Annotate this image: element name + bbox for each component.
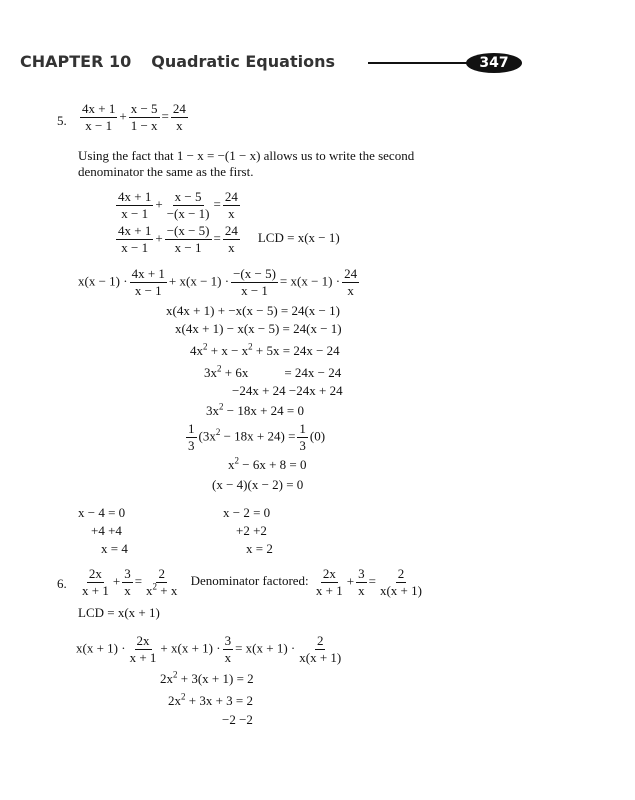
p6-step-3: $2x^2 + 3x + 3 = 2$ [168, 691, 253, 708]
step-5: x(4x + 1) − x(x − 5) = 24(x − 1) [175, 321, 342, 336]
step-10: $\frac{1}{3}$ $(3x^2 - 18x + 24)$ = $\frac{1}{3}$ (0) [188, 421, 326, 453]
p6-step-1: x(x + 1) · $\frac{2x}{x + 1}$ + x(x + 1) · $\frac{3}{x}$ = x(x + 1) · $\frac{2}{x(x + 1)}$ [76, 633, 342, 665]
step-12: (x − 4)(x − 2) = 0 [212, 477, 304, 492]
chapter-title: Quadratic Equations [151, 52, 335, 71]
p6-step-4: −2 −2 [222, 712, 253, 727]
solve-right-1: x − 2 = 0 [223, 505, 271, 520]
step-6: $4x^2 + x - x^2 + 5x = 24x - 24$ [190, 341, 340, 358]
step-8: −24x + 24 −24x + 24 [232, 383, 343, 398]
chapter-label: CHAPTER 10 [20, 52, 132, 71]
step-2: $\frac{4x + 1}{x - 1}$ + $\frac{-(x - 5)}{x - 1}$ = $\frac{24}{x}$ LCD = x(x − 1) [118, 223, 340, 255]
step-9: $3x^2 - 18x + 24 = 0$ [206, 401, 304, 418]
solve-right-2: +2 +2 [236, 523, 267, 538]
solve-left-1: x − 4 = 0 [78, 505, 126, 520]
chapter-header [20, 52, 335, 71]
solve-left-3: x = 4 [101, 541, 128, 556]
step-1: $\frac{4x + 1}{x - 1}$ + $\frac{x - 5}{-(x - 1)}$ = $\frac{24}{x}$ [118, 189, 238, 221]
p6-step-2: $2x^2 + 3(x + 1) = 2$ [160, 669, 254, 686]
step-11: $x^2 - 6x + 8 = 0$ [228, 455, 307, 472]
page-number: 347 [466, 53, 522, 73]
problem-6-lcd: LCD = x(x + 1) [78, 605, 160, 620]
explanation-text: Using the fact that 1 − x = −(1 − x) allows us to write the second denominator the same as the first. [78, 148, 415, 179]
problem-5-equation: $\frac{4x + 1}{x - 1}$ + $\frac{x - 5}{1 - x}$ = $\frac{24}{x}$ [82, 101, 186, 133]
problem-6-equation: $\frac{2x}{x + 1}$ + $\frac{3}{x}$ = $\frac{2}{x^2 + x}$ Denominator factored: $\frac{2x}{x + 1}$ + $\frac{3}{x}$ = $\frac{2}{x(x + 1)}$ [82, 566, 422, 598]
solve-left-2: +4 +4 [91, 523, 122, 538]
step-7: $3x^2 + 6x = 24x - 24$ [204, 363, 342, 380]
header-rule [368, 62, 478, 64]
step-4: x(4x + 1) + −x(x − 5) = 24(x − 1) [166, 303, 340, 318]
step-3: x(x − 1) · $\frac{4x + 1}{x - 1}$ + x(x − 1) · $\frac{-(x - 5)}{x - 1}$ = x(x − 1) · $\frac{24}{x}$ [78, 266, 358, 298]
solve-right-3: x = 2 [246, 541, 273, 556]
problem-5-number: 5. [57, 113, 67, 128]
problem-6-number: 6. [57, 576, 67, 591]
